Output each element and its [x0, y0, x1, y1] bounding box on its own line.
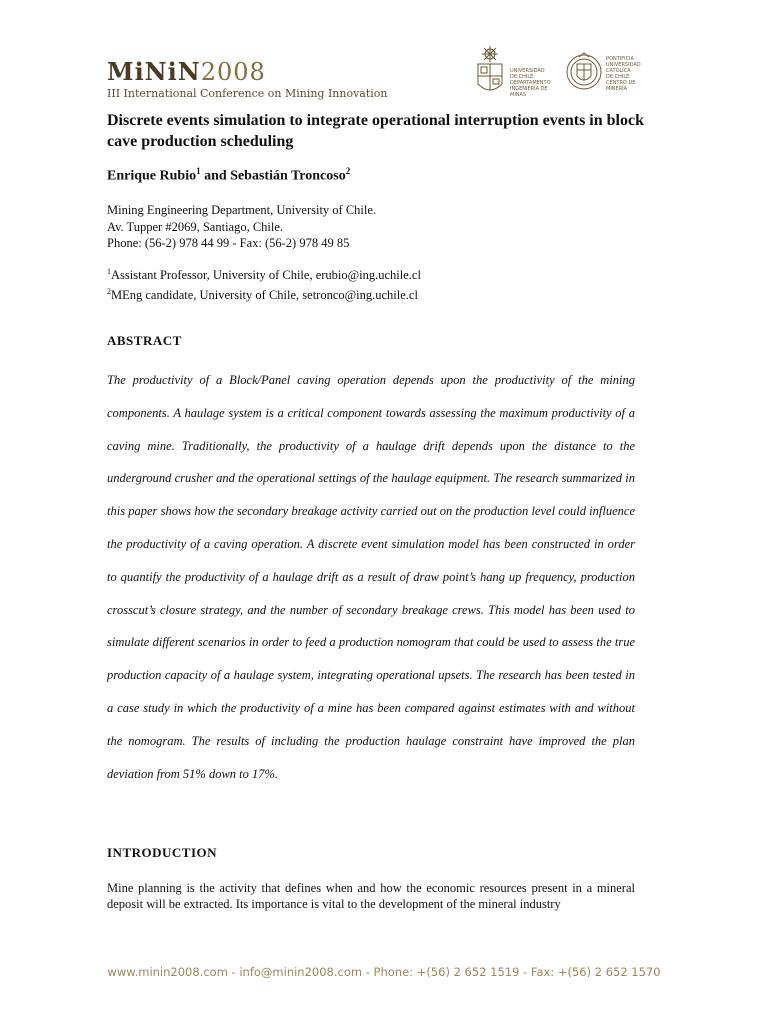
authors	[107, 166, 350, 185]
affiliation-line: Av. Tupper #2069, Santiago, Chile.	[107, 219, 284, 234]
author-1-marker: 1	[196, 166, 201, 176]
affiliation	[107, 202, 376, 252]
uchile-crest-icon	[472, 46, 508, 98]
author-separator: and	[200, 168, 231, 184]
pontificia-universidad-catolica-logo	[562, 44, 652, 104]
author-note-2: $^2$MEng candidate, University of Chile, setronco@ing.uchile.cl	[107, 286, 418, 302]
author-2: Sebastián Troncoso	[230, 168, 346, 184]
affiliation-line: Mining Engineering Department, University of Chile.	[107, 203, 377, 217]
paper-title: Discrete events simulation to integrate operational interruption events in block cave production scheduling	[107, 112, 644, 150]
logo-year: 2008	[200, 58, 266, 86]
affiliation-line: Phone: (56-2) 978 44 99 - Fax: (56-2) 978 49 85	[107, 236, 350, 250]
author-2-marker: 2	[345, 166, 351, 176]
author-note-1: $^1$Assistant Professor, University of Chile, erubio@ing.uchile.cl	[107, 267, 421, 283]
universidad-de-chile-logo	[470, 44, 560, 104]
minin-logo	[107, 58, 388, 86]
abstract-text: The productivity of a Block/Panel caving operation depends upon the productivity of the mining components. A haulage system is a critical component towards assessing the maximum productivity of a caving mine. Traditionally, the productivity of a haulage drift depends upon the distance to the underground crusher and the operational settings of the haulage equipment. The research summarized in this paper shows how the secondary breakage activity carried out on the production level could influence the productivity of a caving operation. A discrete event simulation model has been constructed in order to quantify the productivity of a haulage drift as a result of draw point’s hang up frequency, production crosscut’s closure strategy, and the number of secondary breakage crews. This model has been used to simulate different scenarios in order to feed a production nomogram that could be used to assess the true production capacity of a haulage system, integrating operational upsets. The research has been tested in a case study in which the productivity of a mine has been compared against estimates with and without the nomogram. The results of including the production haulage constraint have improved the plan deviation from 51% down to 17%.	[107, 373, 635, 781]
logo-wordmark: MiNiN	[107, 57, 201, 86]
uchile-caption: UNIVERSIDAD DE CHILE DEPARTAMENTO INGENIERÍA DE MINAS	[510, 68, 551, 98]
puc-caption: PONTIFICIA UNIVERSIDAD CATÓLICA DE CHILE CENTRO DE MINERÍA	[606, 56, 641, 92]
page-footer: www.minin2008.com - info@minin2008.com - Phone: +(56) 2 652 1519 - Fax: +(56) 2 652 1570	[107, 965, 661, 979]
puc-seal-icon	[564, 50, 604, 100]
abstract-heading: ABSTRACT	[107, 333, 182, 348]
introduction-text: Mine planning is the activity that defines when and how the economic resources present in a mineral deposit will be extracted. Its importance is vital to the development of the mineral industry	[107, 881, 635, 911]
author-1: Enrique Rubio	[107, 168, 197, 184]
conference-brand	[107, 58, 388, 100]
university-logos	[470, 44, 650, 106]
conference-name: III International Conference on Mining Innovation	[107, 87, 388, 100]
introduction-heading: INTRODUCTION	[107, 845, 218, 860]
author-notes	[107, 264, 421, 303]
